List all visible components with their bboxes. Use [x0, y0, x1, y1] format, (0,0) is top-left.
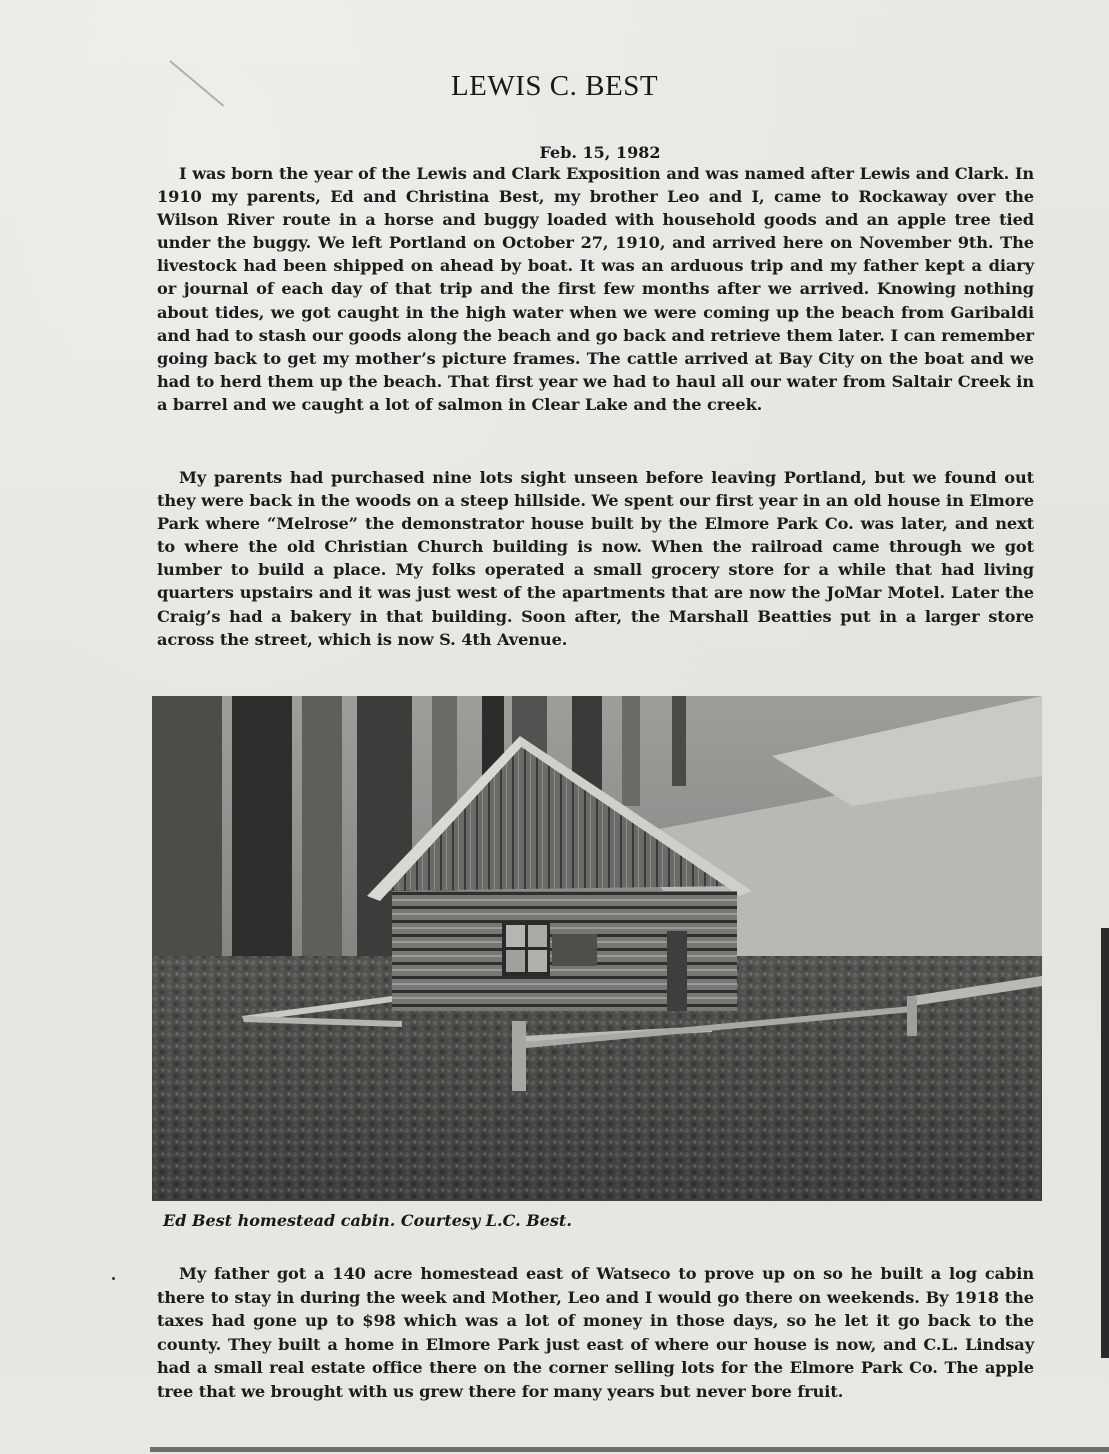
paragraph-3: My father got a 140 acre homestead east of Watseco to prove up on so he built a log cabin there to stay in during the week and Mother, Leo and I would go there on weekends. By 1918 the taxes had gone up to $98 which was a lot of money in those days, so he let it go back to the county. They built a home in Elmore Park just east of where our house is now, and C.L. Lindsay had a small real estate office there on the corner selling lots for the Elmore Park Co. The apple tree that we brought with us grew there for many years but never bore fruit.: [157, 1264, 1034, 1401]
homestead-cabin-photo: [152, 696, 1042, 1201]
photo-caption: Ed Best homestead cabin. Courtesy L.C. Best.: [163, 1211, 572, 1230]
paragraph-1: I was born the year of the Lewis and Clark Exposition and was named after Lewis and Clark. In 1910 my parents, Ed and Christina Best, my brother Leo and I, came to Rockaway over the Wilson River route in a horse and buggy loaded with household goods and an apple tree tied under the buggy. We left Portland on October 27, 1910, and arrived here on November 9th. The livestock had been shipped on ahead by boat. It was an arduous trip and my father kept a diary or journal of each day of that trip and the first few months after we arrived. Knowing nothing about tides, we got caught in the high water when we were coming up the beach from Garibaldi and had to stash our goods along the beach and go back and retrieve them later. I can remember going back to get my mother’s picture frames. The cattle arrived at Bay City on the boat and we had to herd them up the beach. That first year we had to haul all our water from Saltair Creek in a barrel and we caught a lot of salmon in Clear Lake and the creek.: [157, 164, 1034, 414]
adjacent-page-edge: [1101, 928, 1109, 1358]
bottom-print-rule: [150, 1447, 1109, 1452]
cabin-photo-illustration: [152, 696, 1042, 1201]
paragraph-2: My parents had purchased nine lots sight unseen before leaving Portland, but we found out they were back in the woods on a steep hillside. We spent our first year in an old house in Elmore Park where “Melrose” the demonstrator house built by the Elmore Park Co. was later, and next to where the old Christian Church building is now. When the railroad came through we got lumber to build a place. My folks operated a small grocery store for a while that had living quarters upstairs and it was just west of the apartments that are now the JoMar Motel. Later the Craig’s had a bakery in that building. Soon after, the Marshall Beatties put in a larger store across the street, which is now S. 4th Avenue.: [157, 468, 1034, 649]
print-speck: [112, 1277, 115, 1280]
article-date: Feb. 15, 1982: [539, 143, 661, 162]
article-title: LEWIS C. BEST: [450, 70, 659, 102]
